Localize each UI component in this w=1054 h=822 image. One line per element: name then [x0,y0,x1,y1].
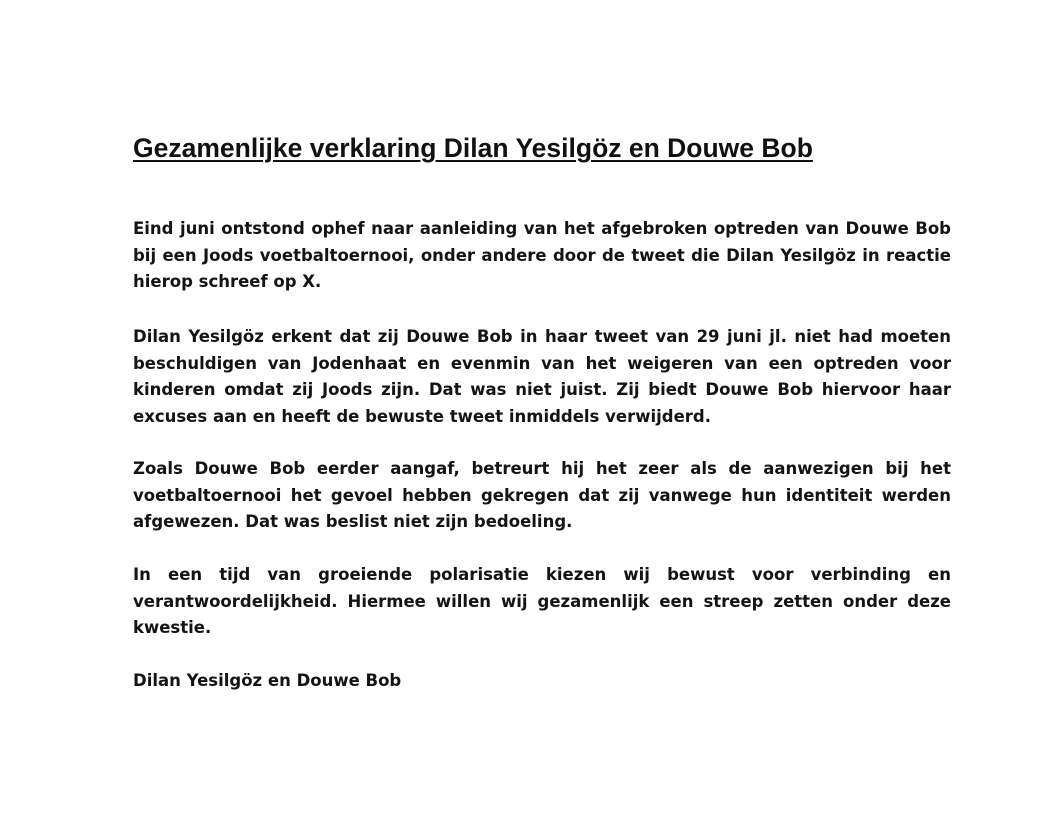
paragraph-2: Dilan Yesilgöz erkent dat zij Douwe Bob in haar tweet van 29 juni jl. niet had moeten beschuldigen van Jodenhaat en evenmin van het weigeren van een optreden voor kinderen omdat zij Joods zijn. Dat was niet juist. Zij biedt Douwe Bob hiervoor haar excuses aan en heeft de bewuste tweet inmiddels verwijderd. [133,327,951,426]
paragraph-3: Zoals Douwe Bob eerder aangaf, betreurt hij het zeer als de aanwezigen bij het voetbaltoernooi het gevoel hebben gekregen dat zij vanwege hun identiteit werden afgewezen. Dat was beslist niet zijn bedoeling. [133,459,951,532]
document-title: Gezamenlijke verklaring Dilan Yesilgöz en Douwe Bob [133,133,813,163]
paragraph-4: In een tijd van groeiende polarisatie kiezen wij bewust voor verbinding en verantwoordelijkheid. Hiermee willen wij gezamenlijk een streep zetten onder deze kwestie. [133,565,951,638]
signature: Dilan Yesilgöz en Douwe Bob [133,671,402,690]
paragraph-1: Eind juni ontstond ophef naar aanleiding van het afgebroken optreden van Douwe Bob bij een Joods voetbaltoernooi, onder andere door de tweet die Dilan Yesilgöz in reactie hierop schreef op X. [133,219,951,292]
